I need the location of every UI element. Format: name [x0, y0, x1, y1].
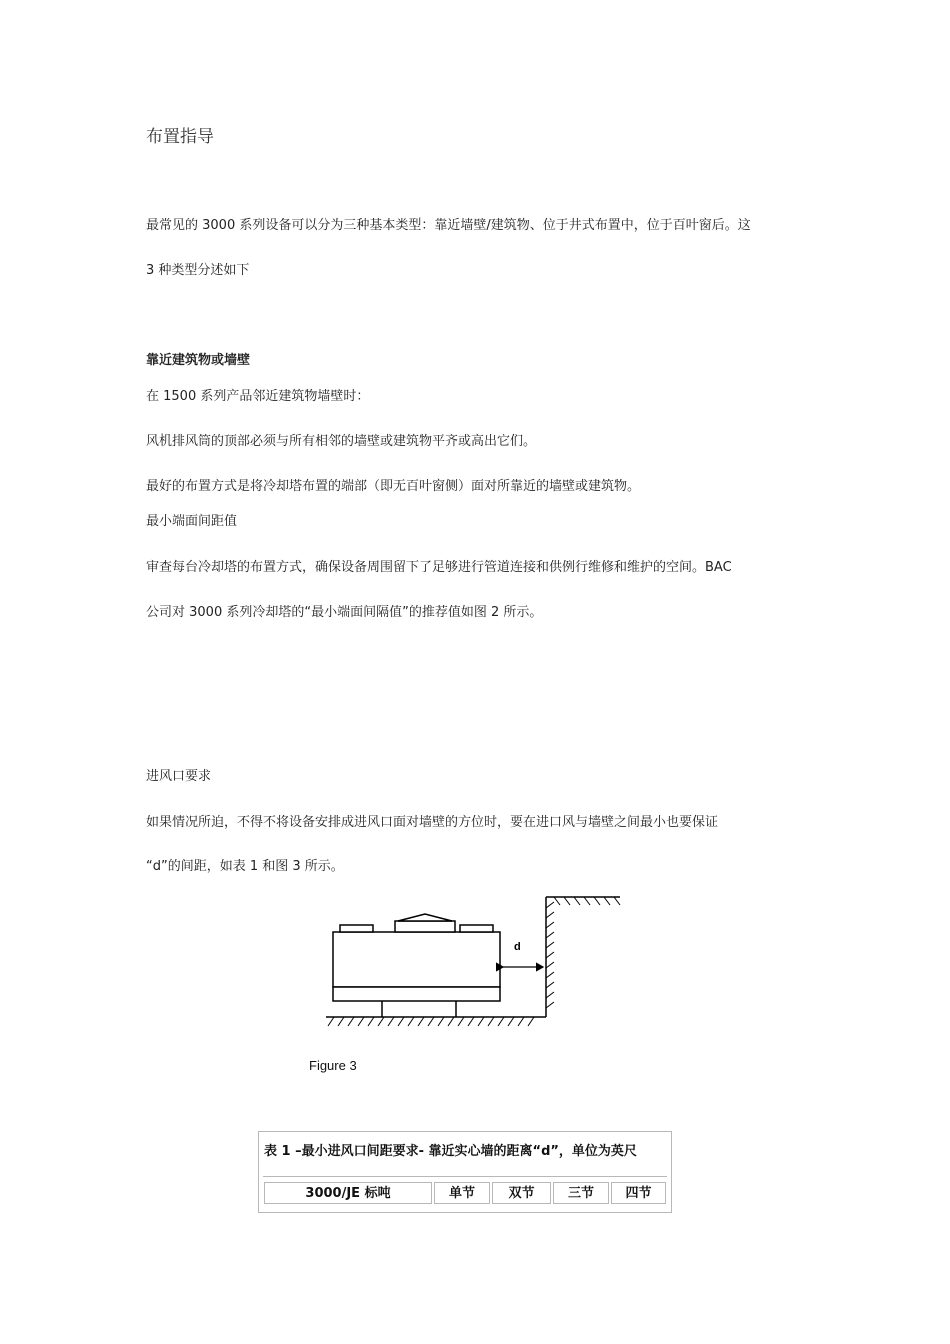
table-header-cell: 双节: [492, 1182, 551, 1204]
tower-body: [333, 932, 500, 987]
paragraph: 如果情况所迫，不得不将设备安排成进风口面对墙壁的方位时，要在进口风与墙壁之间最小也要保证: [146, 815, 719, 830]
page-title: 布置指导: [146, 127, 214, 147]
table-header-cell: 三节: [553, 1182, 609, 1204]
section-heading-inlet: 进风口要求: [146, 769, 212, 784]
paragraph: “d”的间距，如表 1 和图 3 所示。: [146, 859, 344, 874]
paragraph: 最好的布置方式是将冷却塔布置的端部（即无百叶窗侧）面对所靠近的墙壁或建筑物。: [146, 479, 641, 494]
paragraph: 审查每台冷却塔的布置方式，确保设备周围留下了足够进行管道连接和供例行维修和维护的空间。BAC: [146, 560, 732, 575]
fan-stack-right: [460, 925, 493, 932]
table-title: 表 1 –最小进风口间距要求- 靠近实心墙的距离“d”，单位为英尺: [264, 1144, 637, 1159]
fan-hood: [398, 914, 452, 921]
fan-stack-center: [395, 921, 455, 932]
wall-hatching: [546, 897, 620, 1008]
dimension-label-d: d: [514, 941, 521, 953]
cooling-tower-clearance-diagram: [320, 890, 640, 1035]
ground-hatching: [328, 1017, 534, 1026]
tower-basin: [333, 987, 500, 1001]
fan-stack-left: [340, 925, 373, 932]
figure-caption: Figure 3: [309, 1058, 357, 1073]
table-header-cell: 四节: [611, 1182, 666, 1204]
paragraph: 公司对 3000 系列冷却塔的“最小端面间隔值”的推荐值如图 2 所示。: [146, 605, 543, 620]
intro-line-2: 3 种类型分述如下: [146, 263, 250, 278]
paragraph: 风机排风筒的顶部必须与所有相邻的墙壁或建筑物平齐或高出它们。: [146, 434, 537, 449]
table-header-cell: 3000/JE 标吨: [264, 1182, 432, 1204]
intro-line-1: 最常见的 3000 系列设备可以分为三种基本类型：靠近墙壁/建筑物、位于井式布置中，位于百叶窗后。这: [146, 218, 751, 233]
clearance-table: [258, 1131, 672, 1213]
paragraph: 在 1500 系列产品邻近建筑物墙壁时：: [146, 389, 370, 404]
table-divider: [263, 1176, 667, 1177]
table-header-cell: 单节: [434, 1182, 490, 1204]
paragraph: 最小端面间距值: [146, 514, 238, 529]
section-heading-wall: 靠近建筑物或墙壁: [146, 353, 251, 368]
